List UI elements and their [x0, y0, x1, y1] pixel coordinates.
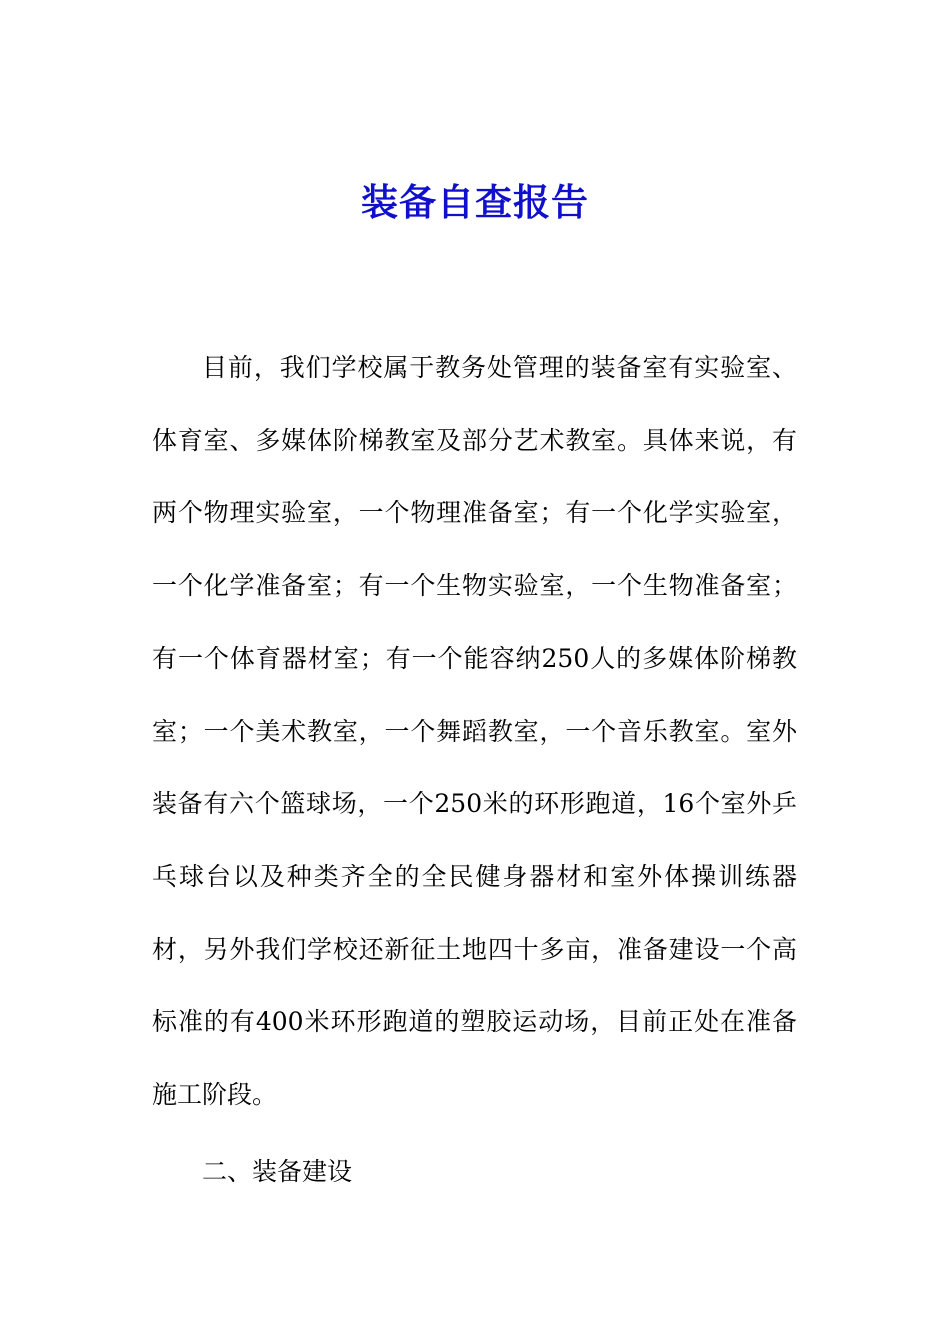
- body-paragraph: 目前，我们学校属于教务处管理的装备室有实验室、体育室、多媒体阶梯教室及部分艺术教室。具体来说，有两个物理实验室，一个物理准备室；有一个化学实验室，一个化学准备室；有一个生物实验室，一个生物准备室；有一个体育器材室；有一个能容纳250人的多媒体阶梯教室；一个美术教室，一个舞蹈教室，一个音乐教室。室外装备有六个篮球场，一个250米的环形跑道，16个室外乒乓球台以及种类齐全的全民健身器材和室外体操训练器材，另外我们学校还新征土地四十多亩，准备建设一个高标准的有400米环形跑道的塑胶运动场，目前正处在准备施工阶段。: [152, 353, 797, 1110]
- document-title: 装备自查报告: [361, 181, 589, 224]
- section-heading: 二、装备建设: [202, 1157, 353, 1186]
